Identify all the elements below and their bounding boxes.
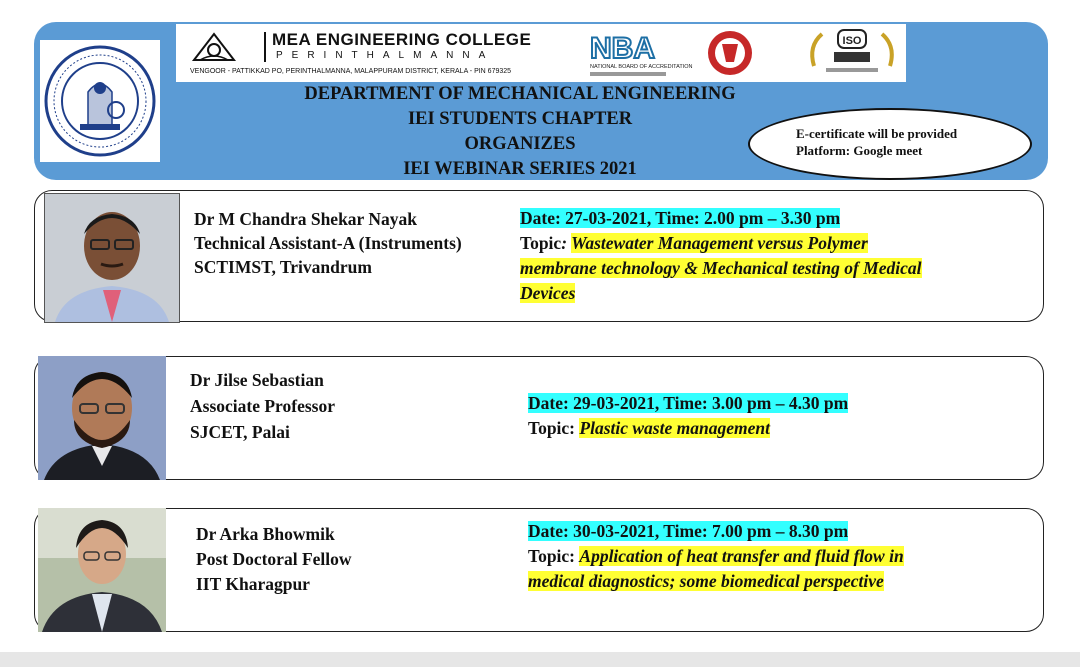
organizes-heading: ORGANIZES <box>464 134 576 154</box>
nba-caption: NATIONAL BOARD OF ACCREDITATION <box>590 64 693 70</box>
speaker-org-1: SCTIMST, Trivandrum <box>194 257 372 277</box>
topic-title-1-line-2: membrane technology & Mechanical testing of Medical <box>520 258 922 278</box>
topic-title-2: Plastic waste management <box>579 418 770 438</box>
speaker-name-1: Dr M Chandra Shekar Nayak <box>194 209 417 229</box>
platform-info: Platform: Google meet <box>796 143 923 158</box>
bottom-band <box>0 652 1080 667</box>
college-divider <box>264 32 266 62</box>
session-1 <box>520 206 922 306</box>
topic-title-1-line-1: Wastewater Management versus Polymer <box>571 233 868 253</box>
certificate-info: E-certificate will be provided <box>796 126 958 141</box>
series-heading: IEI WEBINAR SERIES 2021 <box>403 159 637 179</box>
topic-separator-1: : <box>561 233 572 253</box>
speaker-photo-2 <box>38 356 166 480</box>
speaker-role-2: Associate Professor <box>190 396 335 416</box>
speaker-name-2: Dr Jilse Sebastian <box>190 370 324 390</box>
session-datetime-1: Date: 27-03-2021, Time: 2.00 pm – 3.30 pm <box>520 208 841 228</box>
college-strip <box>176 24 906 82</box>
session-datetime-3: Date: 30-03-2021, Time: 7.00 pm – 8.30 pm <box>528 521 849 541</box>
topic-title-1-line-3: Devices <box>520 283 576 303</box>
speaker-role-1: Technical Assistant-A (Instruments) <box>194 233 462 253</box>
speaker-name-3: Dr Arka Bhowmik <box>196 524 335 544</box>
college-name: MEA ENGINEERING COLLEGE <box>272 30 532 49</box>
iei-logo <box>40 40 160 162</box>
naac-logo <box>702 28 758 78</box>
session-datetime-2: Date: 29-03-2021, Time: 3.00 pm – 4.30 pm <box>528 393 849 413</box>
session-2 <box>528 391 848 441</box>
topic-label-3: Topic: <box>528 546 576 566</box>
iso-logo <box>804 26 900 80</box>
nba-logo <box>586 28 693 80</box>
topic-title-3-line-1: Application of heat transfer and fluid flow in <box>579 546 904 566</box>
topic-title-3-line-2: medical diagnostics; some biomedical perspective <box>528 571 884 591</box>
college-place: PERINTHALMANNA <box>276 50 495 61</box>
session-3 <box>528 519 904 594</box>
speaker-org-2: SJCET, Palai <box>190 422 290 442</box>
speaker-photo-3 <box>38 508 166 632</box>
iso-logo-text: ISO <box>842 35 862 47</box>
topic-label-1: Topic <box>520 233 562 253</box>
mea-emblem-icon <box>190 30 238 64</box>
chapter-heading: IEI STUDENTS CHAPTER <box>407 109 633 129</box>
speaker-role-3: Post Doctoral Fellow <box>196 549 352 569</box>
department-heading: DEPARTMENT OF MECHANICAL ENGINEERING <box>304 84 736 104</box>
college-address: VENGOOR - PATTIKKAD PO, PERINTHALMANNA, MALAPPURAM DISTRICT, KERALA - PIN 679325 <box>190 68 512 75</box>
nba-logo-text: NBA <box>590 32 655 65</box>
speaker-org-3: IIT Kharagpur <box>196 574 310 594</box>
topic-label-2: Topic: <box>528 418 576 438</box>
speaker-photo-1 <box>44 193 180 323</box>
